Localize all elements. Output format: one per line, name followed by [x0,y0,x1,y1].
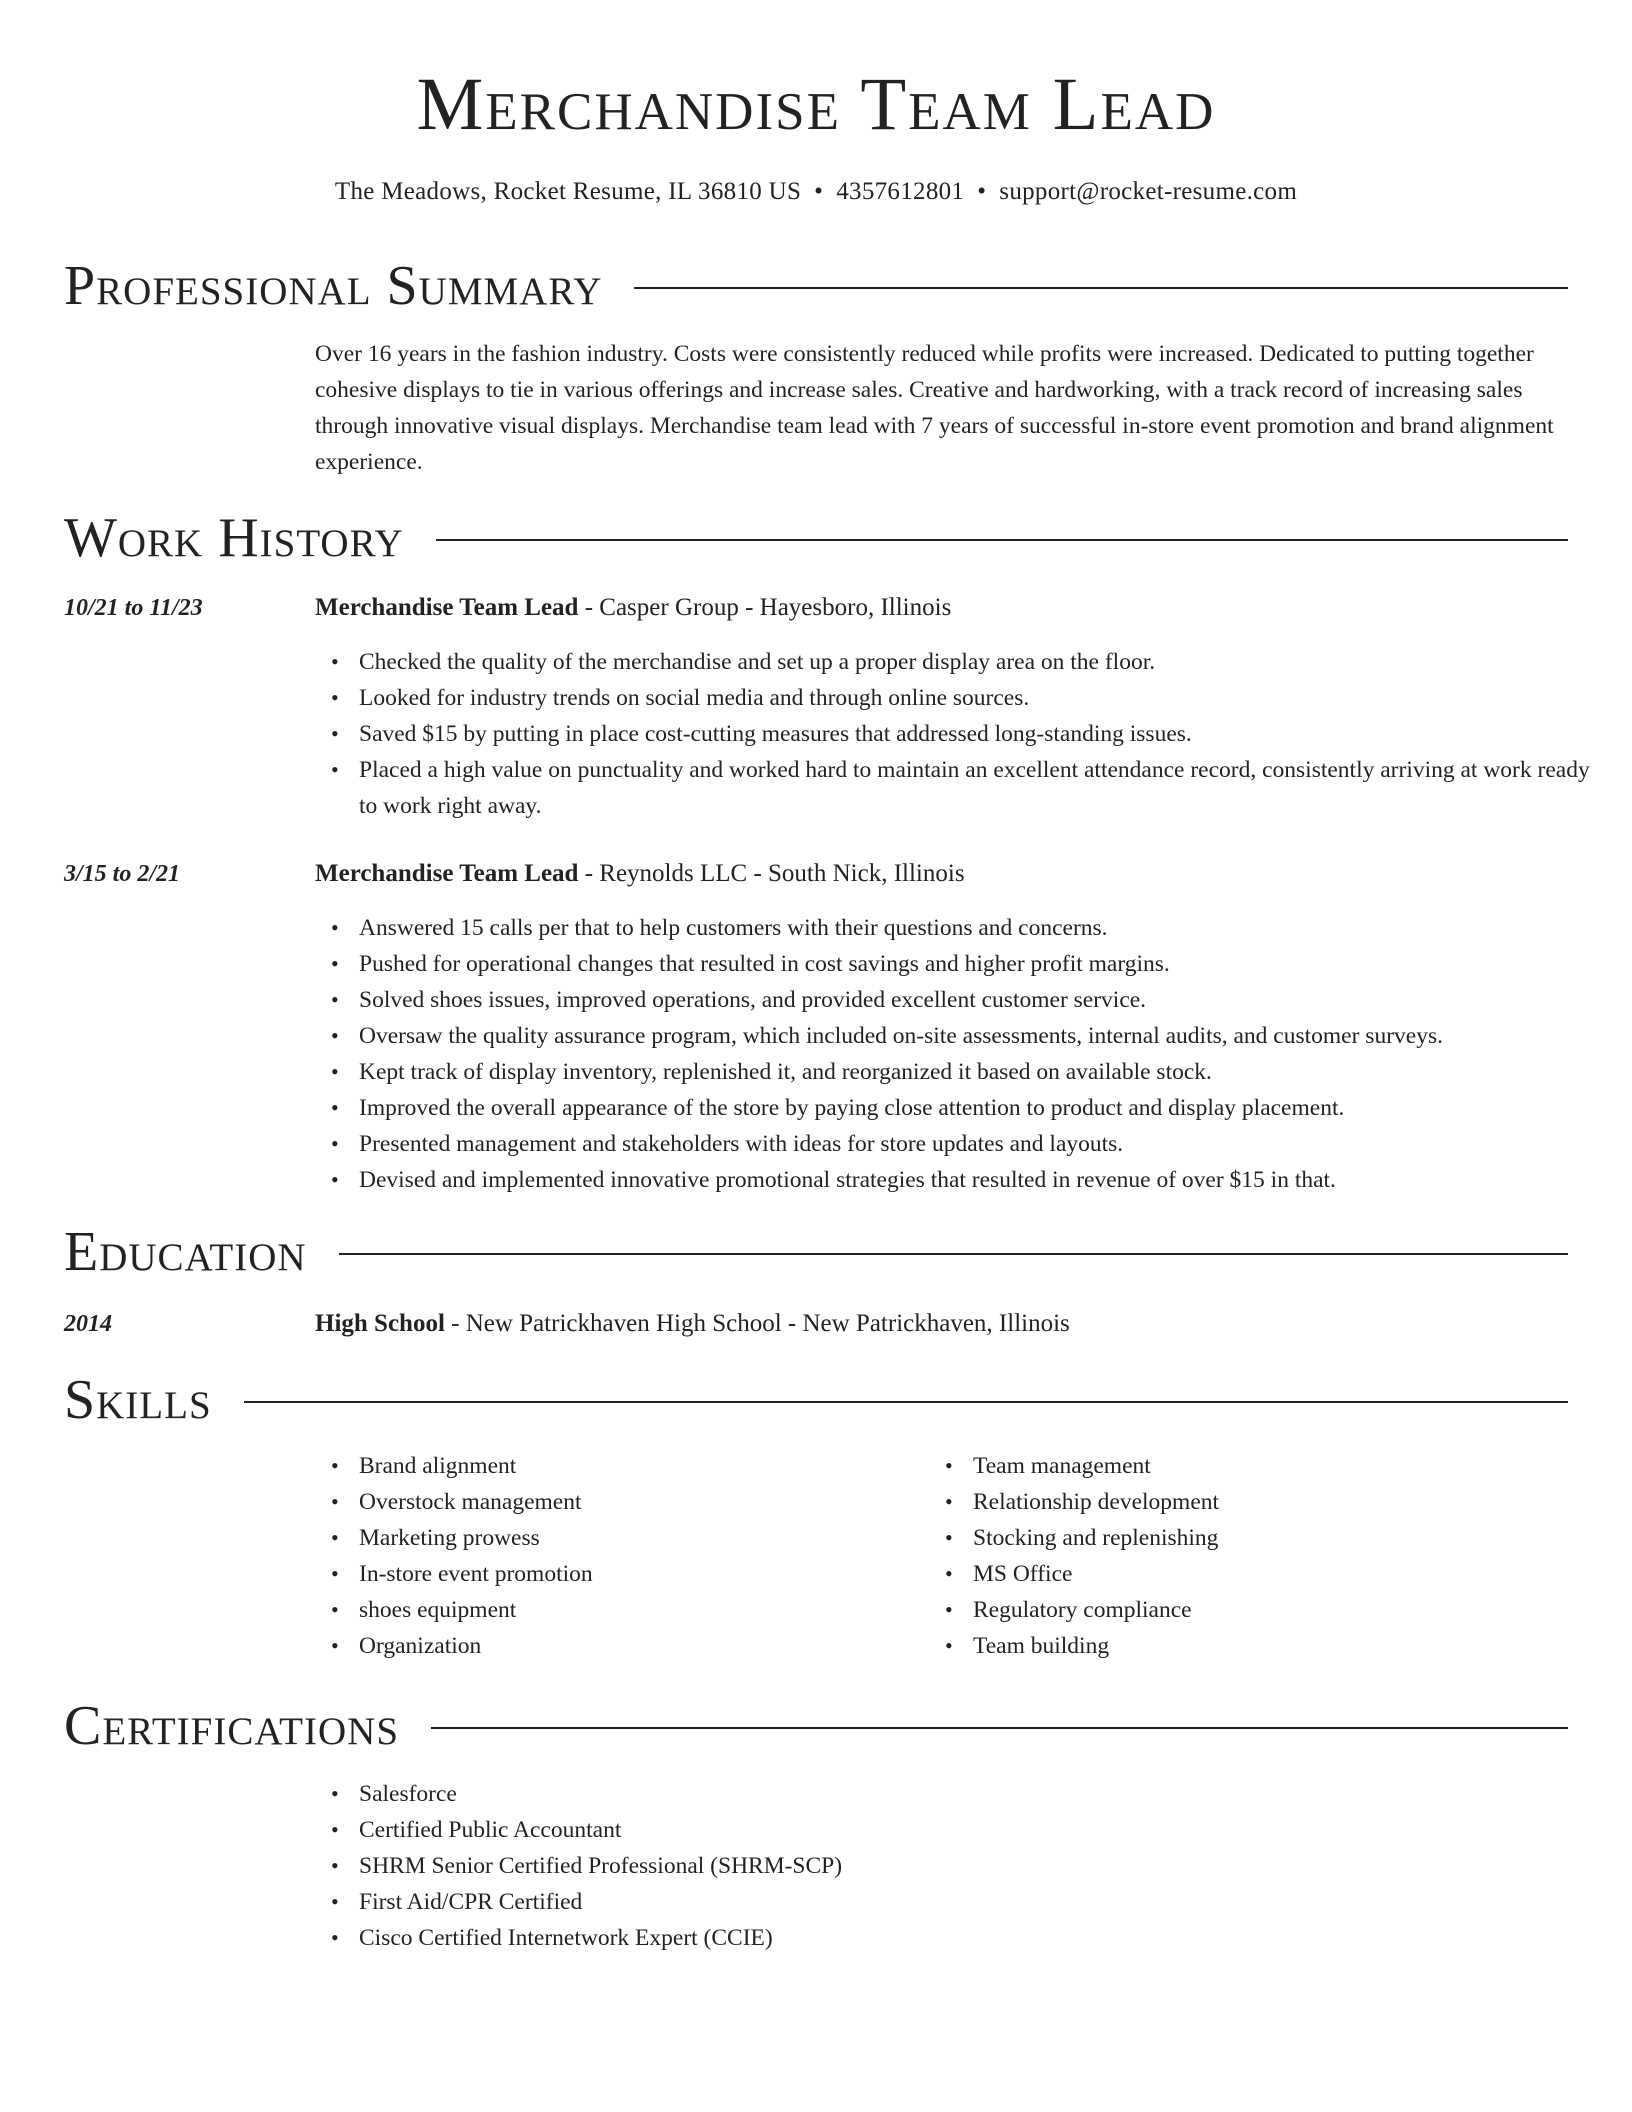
job-details: - Casper Group - Hayesboro, Illinois [578,594,952,621]
list-item: • Team management [973,1448,1533,1484]
list-item: • Answered 15 calls per that to help customers with their questions and concerns. [359,910,1609,946]
section-header-education [64,1220,1568,1284]
section-divider [339,1253,1568,1255]
section-divider [431,1727,1568,1729]
list-item: • Brand alignment [359,1448,919,1484]
section-divider [244,1401,1568,1403]
education-year: 2014 [64,1311,112,1337]
contact-email: support@rocket-resume.com [999,178,1298,205]
list-item: • Marketing prowess [359,1520,919,1556]
list-item: • First Aid/CPR Certified [359,1884,1609,1920]
skills-list-left [315,1448,919,1664]
list-item: • MS Office [973,1556,1533,1592]
list-item: • Cisco Certified Internetwork Expert (CCIE) [359,1920,1609,1956]
list-item: • In-store event promotion [359,1556,919,1592]
job-title: Merchandise Team Lead [315,860,579,887]
job-heading [315,856,965,892]
job-bullets [315,910,1609,1198]
section-title: Professional Summary [64,255,603,317]
list-item: • shoes equipment [359,1592,919,1628]
list-item: • SHRM Senior Certified Professional (SHRM-SCP) [359,1848,1609,1884]
list-item: • Team building [973,1628,1533,1664]
section-divider [634,287,1568,289]
list-item: • Placed a high value on punctuality and worked hard to maintain an excellent attendance record, consistently arriving at work ready to work right away. [359,752,1609,824]
list-item: • Presented management and stakeholders with ideas for store updates and layouts. [359,1126,1609,1162]
section-header-skills [64,1368,1568,1432]
list-item: • Organization [359,1628,919,1664]
section-header-summary [64,254,1568,318]
list-item: • Stocking and replenishing [973,1520,1533,1556]
education-heading [315,1306,1070,1342]
resume-name: Merchandise Team Lead [416,63,1216,146]
contact-separator: • [814,178,824,205]
education-degree: High School [315,1310,445,1337]
list-item: • Relationship development [973,1484,1533,1520]
summary-text: Over 16 years in the fashion industry. Costs were consistently reduced while profits were increased. Dedicated to putting together cohesive displays to tie in various offerings and increase sales. Creative and hardworking, with a track record of increasing sales through innovative visual displays. Merchandise team lead with 7 years of successful in-store event promotion and brand alignment experience. [315,341,1554,475]
contact-separator: • [977,178,987,205]
contact-address: The Meadows, Rocket Resume, IL 36810 US [334,178,802,205]
list-item: • Oversaw the quality assurance program, which included on-site assessments, internal audits, and customer surveys. [359,1018,1609,1054]
section-title: Work History [64,507,404,569]
section-header-certifications [64,1694,1568,1758]
list-item: • Salesforce [359,1776,1609,1812]
job-dates: 3/15 to 2/21 [64,861,181,887]
section-title: Certifications [64,1695,400,1757]
list-item: • Saved $15 by putting in place cost-cutting measures that addressed long-standing issues. [359,716,1609,752]
list-item: • Overstock management [359,1484,919,1520]
job-title: Merchandise Team Lead [315,594,579,621]
list-item: • Devised and implemented innovative promotional strategies that resulted in revenue of over $15 in that. [359,1162,1609,1198]
list-item: • Improved the overall appearance of the store by paying close attention to product and display placement. [359,1090,1609,1126]
list-item: • Kept track of display inventory, replenished it, and reorganized it based on available stock. [359,1054,1609,1090]
contact-line [0,174,1632,210]
section-title: Education [64,1221,307,1283]
skills-list-right [929,1448,1533,1664]
list-item: • Solved shoes issues, improved operations, and provided excellent customer service. [359,982,1609,1018]
list-item: • Regulatory compliance [973,1592,1533,1628]
section-title: Skills [64,1369,212,1431]
contact-phone: 4357612801 [836,178,965,205]
list-item: • Checked the quality of the merchandise and set up a proper display area on the floor. [359,644,1609,680]
section-divider [436,539,1568,541]
list-item: • Looked for industry trends on social media and through online sources. [359,680,1609,716]
job-details: - Reynolds LLC - South Nick, Illinois [578,860,965,887]
job-dates: 10/21 to 11/23 [64,595,203,621]
job-bullets [315,644,1609,824]
job-heading [315,590,951,626]
education-details: - New Patrickhaven High School - New Patrickhaven, Illinois [444,1310,1070,1337]
certifications-list [315,1776,1609,1956]
section-header-work-history [64,506,1568,570]
list-item: • Pushed for operational changes that resulted in cost savings and higher profit margins. [359,946,1609,982]
list-item: • Certified Public Accountant [359,1812,1609,1848]
